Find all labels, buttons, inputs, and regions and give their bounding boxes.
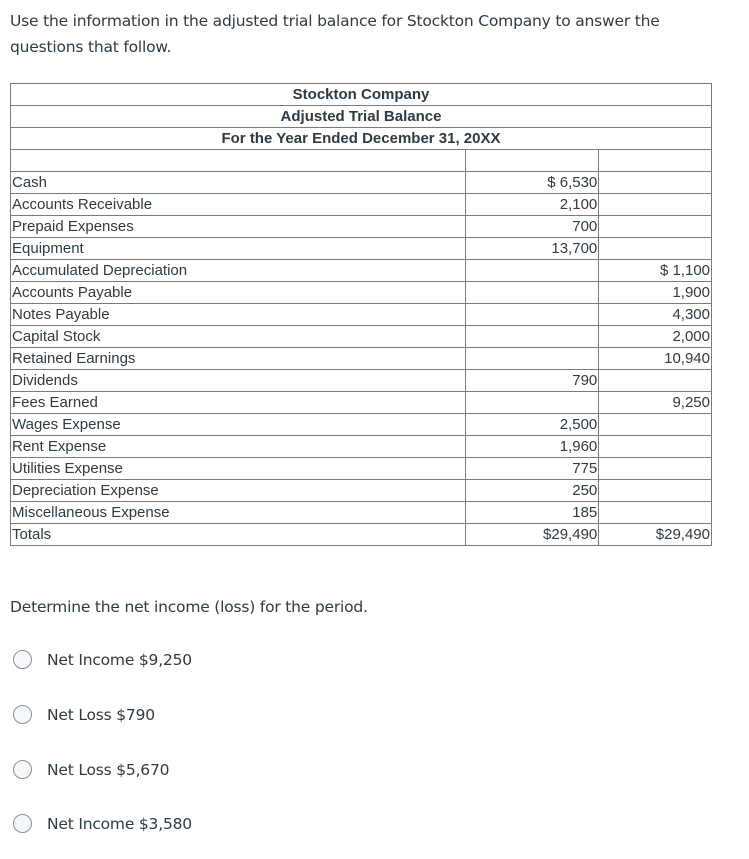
table-row	[11, 238, 712, 260]
question-text: Determine the net income (loss) for the period.	[10, 598, 368, 616]
table-row	[11, 282, 712, 304]
debit-amount: 2,100	[465, 194, 599, 216]
account-name: Depreciation Expense	[11, 480, 466, 502]
table-row	[11, 194, 712, 216]
radio-button[interactable]	[13, 705, 32, 724]
debit-amount: 185	[465, 502, 599, 524]
debit-amount	[465, 260, 599, 282]
debit-amount: 2,500	[465, 414, 599, 436]
adjusted-trial-balance-table	[10, 83, 712, 546]
option-net-loss-790[interactable]	[13, 705, 155, 724]
account-name: Accounts Receivable	[11, 194, 466, 216]
option-net-income-9250[interactable]	[13, 650, 192, 669]
table-row	[11, 172, 712, 194]
credit-amount	[599, 458, 712, 480]
account-name: Accumulated Depreciation	[11, 260, 466, 282]
option-label: Net Loss $790	[47, 705, 155, 724]
account-name: Prepaid Expenses	[11, 216, 466, 238]
credit-amount	[599, 370, 712, 392]
account-name: Miscellaneous Expense	[11, 502, 466, 524]
table-row	[11, 260, 712, 282]
option-label: Net Income $3,580	[47, 814, 192, 833]
account-name: Fees Earned	[11, 392, 466, 414]
debit-amount: 700	[465, 216, 599, 238]
credit-amount	[599, 172, 712, 194]
debit-amount	[465, 392, 599, 414]
table-row	[11, 304, 712, 326]
credit-amount	[599, 194, 712, 216]
table-row	[11, 216, 712, 238]
table-row	[11, 326, 712, 348]
table-row	[11, 524, 712, 546]
debit-amount: 775	[465, 458, 599, 480]
table-row	[11, 502, 712, 524]
account-name: Dividends	[11, 370, 466, 392]
credit-amount: 1,900	[599, 282, 712, 304]
radio-button[interactable]	[13, 814, 32, 833]
account-name: Accounts Payable	[11, 282, 466, 304]
table-row	[11, 370, 712, 392]
credit-amount	[599, 480, 712, 502]
account-name: Utilities Expense	[11, 458, 466, 480]
statement-period: For the Year Ended December 31, 20XX	[11, 128, 712, 150]
debit-amount	[465, 282, 599, 304]
debit-amount	[465, 348, 599, 370]
account-name: Totals	[11, 524, 466, 546]
debit-amount: 790	[465, 370, 599, 392]
account-name: Wages Expense	[11, 414, 466, 436]
debit-amount: 13,700	[465, 238, 599, 260]
debit-amount: 1,960	[465, 436, 599, 458]
account-name: Capital Stock	[11, 326, 466, 348]
account-name: Rent Expense	[11, 436, 466, 458]
credit-amount	[599, 216, 712, 238]
account-name: Equipment	[11, 238, 466, 260]
account-name: Cash	[11, 172, 466, 194]
debit-amount	[465, 304, 599, 326]
intro-text: Use the information in the adjusted trial balance for Stockton Company to answer the questions that follow.	[10, 12, 660, 56]
credit-amount: 2,000	[599, 326, 712, 348]
option-net-loss-5670[interactable]	[13, 760, 169, 779]
table-row	[11, 348, 712, 370]
credit-amount	[599, 502, 712, 524]
debit-amount: $29,490	[465, 524, 599, 546]
account-name: Notes Payable	[11, 304, 466, 326]
option-net-income-3580[interactable]	[13, 814, 192, 833]
company-name: Stockton Company	[11, 84, 712, 106]
option-label: Net Income $9,250	[47, 650, 192, 669]
credit-amount: 10,940	[599, 348, 712, 370]
table-row	[11, 414, 712, 436]
radio-button[interactable]	[13, 760, 32, 779]
table-row	[11, 458, 712, 480]
radio-button[interactable]	[13, 650, 32, 669]
credit-amount: 9,250	[599, 392, 712, 414]
table-row	[11, 436, 712, 458]
blank-row	[11, 150, 712, 172]
debit-amount: 250	[465, 480, 599, 502]
credit-amount: $29,490	[599, 524, 712, 546]
statement-title: Adjusted Trial Balance	[11, 106, 712, 128]
debit-amount: $ 6,530	[465, 172, 599, 194]
account-name: Retained Earnings	[11, 348, 466, 370]
option-label: Net Loss $5,670	[47, 760, 170, 779]
credit-amount	[599, 414, 712, 436]
debit-amount	[465, 326, 599, 348]
credit-amount	[599, 238, 712, 260]
credit-amount: 4,300	[599, 304, 712, 326]
credit-amount	[599, 436, 712, 458]
credit-amount: $ 1,100	[599, 260, 712, 282]
table-row	[11, 480, 712, 502]
table-row	[11, 392, 712, 414]
